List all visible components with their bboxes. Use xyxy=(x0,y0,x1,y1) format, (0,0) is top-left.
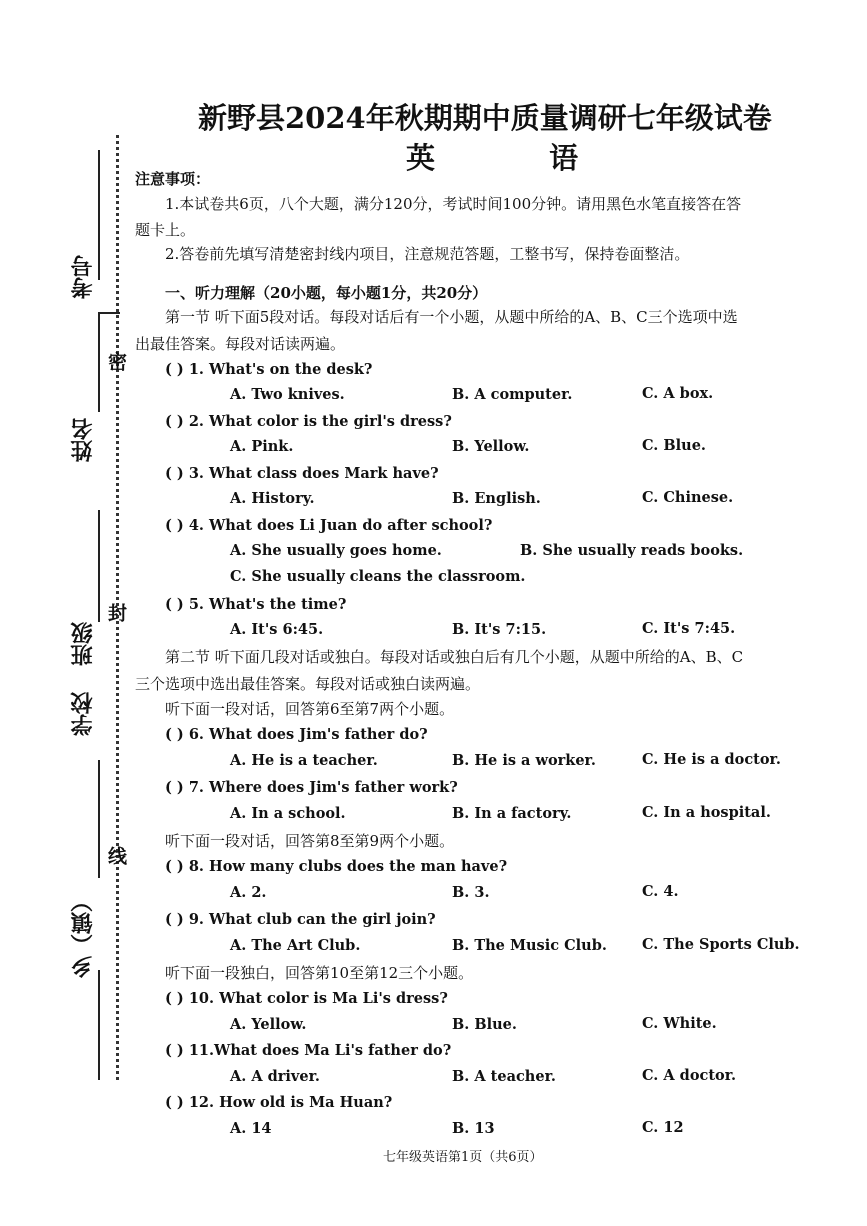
seal-xian: 线 xyxy=(105,846,127,865)
q3-option-c: C. Chinese. xyxy=(642,489,734,506)
q2-option-a: A. Pink. xyxy=(230,438,294,455)
seal-mi: 密 xyxy=(105,352,127,371)
question-3: ( ) 3. What class does Mark have? xyxy=(165,465,439,482)
xiangzhen-line xyxy=(98,970,100,1080)
q10-option-c: C. White. xyxy=(642,1015,717,1032)
question-12: ( ) 12. How old is Ma Huan? xyxy=(165,1094,393,1111)
section1-title: 一、听力理解（20小题，每小题1分，共20分） xyxy=(165,284,488,302)
q9-option-b: B. The Music Club. xyxy=(452,937,607,954)
question-1: ( ) 1. What's on the desk? xyxy=(165,361,373,378)
q8-option-b: B. 3. xyxy=(452,884,490,901)
banji-label: 班级 xyxy=(70,622,96,666)
margin-divider xyxy=(98,312,120,314)
q10-option-b: B. Blue. xyxy=(452,1016,517,1033)
question-4: ( ) 4. What does Li Juan do after school? xyxy=(165,517,493,534)
q1-option-a: A. Two knives. xyxy=(230,386,345,403)
q4-option-b: B. She usually reads books. xyxy=(520,542,744,559)
intro-q6-7: 听下面一段对话，回答第6至第7两个小题。 xyxy=(165,700,455,718)
q7-option-b: B. In a factory. xyxy=(452,805,572,822)
q3-option-a: A. History. xyxy=(230,490,315,507)
xuexiao-label: 学校 xyxy=(70,692,96,736)
question-2: ( ) 2. What color is the girl's dress? xyxy=(165,413,452,430)
q3-option-b: B. English. xyxy=(452,490,541,507)
part2-instruction-line1: 第二节 听下面几段对话或独白。每段对话或独白后有几个小题，从题中所给的A、B、C xyxy=(165,648,744,666)
q12-option-b: B. 13 xyxy=(452,1120,495,1137)
xingming-label: 姓名 xyxy=(70,418,96,462)
notice-item1-line1: 1.本试卷共6页，八个大题，满分120分，考试时间100分钟。请用黑色水笔直接答在答 xyxy=(165,195,742,213)
notice-item2: 2.答卷前先填写清楚密封线内项目，注意规范答题，工整书写，保持卷面整洁。 xyxy=(165,245,690,263)
exam-title: 新野县2024年秋期期中质量调研七年级试卷 xyxy=(198,101,772,135)
q11-option-c: C. A doctor. xyxy=(642,1067,737,1084)
banji-line xyxy=(98,510,100,622)
q11-option-b: B. A teacher. xyxy=(452,1068,556,1085)
q5-option-c: C. It's 7:45. xyxy=(642,620,736,637)
q6-option-a: A. He is a teacher. xyxy=(230,752,378,769)
question-7: ( ) 7. Where does Jim's father work? xyxy=(165,779,458,796)
q9-option-c: C. The Sports Club. xyxy=(642,936,800,953)
q6-option-b: B. He is a worker. xyxy=(452,752,596,769)
kaohao-line xyxy=(98,150,100,280)
xuexiao-line xyxy=(98,760,100,878)
q9-option-a: A. The Art Club. xyxy=(230,937,361,954)
intro-q10-12: 听下面一段独白，回答第10至第12三个小题。 xyxy=(165,964,474,982)
question-6: ( ) 6. What does Jim's father do? xyxy=(165,726,428,743)
notice-heading: 注意事项： xyxy=(135,170,211,188)
question-11: ( ) 11.What does Ma Li's father do? xyxy=(165,1042,452,1059)
q1-option-c: C. A box. xyxy=(642,385,714,402)
page-footer: 七年级英语第1页（共6页） xyxy=(383,1150,543,1165)
kaohao-label: 考号 xyxy=(70,255,96,299)
xingming-line xyxy=(98,312,100,412)
question-10: ( ) 10. What color is Ma Li's dress? xyxy=(165,990,448,1007)
q7-option-c: C. In a hospital. xyxy=(642,804,771,821)
part1-instruction-line2: 出最佳答案。每段对话读两遍。 xyxy=(135,335,346,353)
intro-q8-9: 听下面一段对话，回答第8至第9两个小题。 xyxy=(165,832,455,850)
q10-option-a: A. Yellow. xyxy=(230,1016,307,1033)
q4-option-a: A. She usually goes home. xyxy=(230,542,442,559)
q2-option-b: B. Yellow. xyxy=(452,438,530,455)
seal-feng: 封 xyxy=(105,603,127,622)
q7-option-a: A. In a school. xyxy=(230,805,346,822)
q1-option-b: B. A computer. xyxy=(452,386,573,403)
question-5: ( ) 5. What's the time? xyxy=(165,596,347,613)
notice-item1-line2: 题卡上。 xyxy=(135,221,196,239)
q4-option-c: C. She usually cleans the classroom. xyxy=(230,568,526,585)
q5-option-a: A. It's 6:45. xyxy=(230,621,324,638)
q6-option-c: C. He is a doctor. xyxy=(642,751,781,768)
q2-option-c: C. Blue. xyxy=(642,437,706,454)
q8-option-a: A. 2. xyxy=(230,884,267,901)
question-8: ( ) 8. How many clubs does the man have? xyxy=(165,858,508,875)
question-9: ( ) 9. What club can the girl join? xyxy=(165,911,436,928)
q12-option-a: A. 14 xyxy=(230,1120,272,1137)
q12-option-c: C. 12 xyxy=(642,1119,684,1136)
xiangzhen-label: 乡（镇） xyxy=(70,890,96,978)
part2-instruction-line2: 三个选项中选出最佳答案。每段对话或独白读两遍。 xyxy=(135,675,481,693)
part1-instruction-line1: 第一节 听下面5段对话。每段对话后有一个小题，从题中所给的A、B、C三个选项中选 xyxy=(165,308,738,326)
exam-subject: 英 语 xyxy=(406,141,631,175)
q8-option-c: C. 4. xyxy=(642,883,679,900)
q11-option-a: A. A driver. xyxy=(230,1068,320,1085)
q5-option-b: B. It's 7:15. xyxy=(452,621,547,638)
